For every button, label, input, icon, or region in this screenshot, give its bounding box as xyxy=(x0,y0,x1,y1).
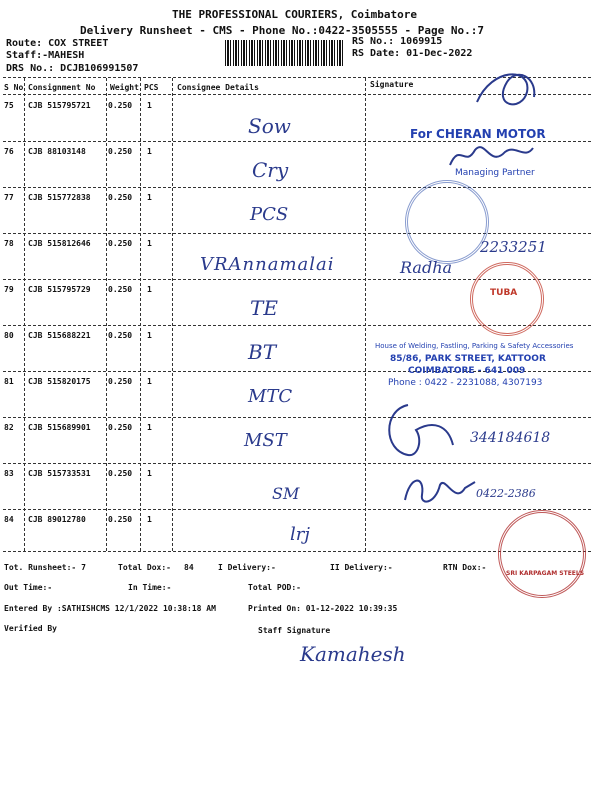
sig-phone: 2233251 xyxy=(480,238,547,256)
row-weight: 0.250 xyxy=(108,285,133,294)
row-consignment: CJB 515689901 xyxy=(28,423,91,432)
steels-stamp-icon xyxy=(498,510,586,598)
verified-by: Verified By xyxy=(4,624,57,633)
ii-delivery: II Delivery:- xyxy=(330,563,393,572)
row-sno: 83 xyxy=(4,469,14,478)
row-weight: 0.250 xyxy=(108,147,133,156)
row-pcs: 1 xyxy=(147,515,152,524)
staff-signature: Kamahesh xyxy=(300,642,406,666)
row-sno: 79 xyxy=(4,285,14,294)
row-sno: 82 xyxy=(4,423,14,432)
col-divider xyxy=(24,78,25,551)
shop-stamp-line2: 85/86, PARK STREET, KATTOOR xyxy=(390,354,546,364)
sig-name: Radha xyxy=(400,258,453,277)
runsheet-subtitle: Delivery Runsheet - CMS - Phone No.:0422-3505555 - Page No.:7 xyxy=(80,24,484,37)
row-consignee: MST xyxy=(244,430,287,451)
row-weight: 0.250 xyxy=(108,239,133,248)
col-divider xyxy=(140,78,141,551)
row-pcs: 1 xyxy=(147,377,152,386)
row-consignment: CJB 515772838 xyxy=(28,193,91,202)
col-consignee: Consignee Details xyxy=(177,83,259,92)
row-consignment: CJB 515820175 xyxy=(28,377,91,386)
row-weight: 0.250 xyxy=(108,377,133,386)
row-consignee: BT xyxy=(248,340,277,364)
barcode xyxy=(225,40,345,66)
row-sno: 81 xyxy=(4,377,14,386)
col-signature: Signature xyxy=(370,80,414,89)
signature-scribble-icon xyxy=(400,470,480,510)
shop-stamp-phone: Phone : 0422 - 2231088, 4307193 xyxy=(388,378,543,388)
row-consignee: PCS xyxy=(250,204,289,225)
row-consignment: CJB 515795729 xyxy=(28,285,91,294)
row-pcs: 1 xyxy=(147,331,152,340)
col-consignment: Consignment No xyxy=(28,83,96,92)
row-sno: 76 xyxy=(4,147,14,156)
sig-phone: 0422-2386 xyxy=(476,487,536,500)
row-consignment: CJB 515733531 xyxy=(28,469,91,478)
row-rule xyxy=(3,233,591,234)
signature-scribble-icon xyxy=(472,62,542,114)
row-sno: 84 xyxy=(4,515,14,524)
row-rule xyxy=(3,187,591,188)
steels-stamp-text: SRI KARPAGAM STEELS xyxy=(506,570,585,577)
col-divider xyxy=(172,78,173,551)
company-title: THE PROFESSIONAL COURIERS, Coimbatore xyxy=(172,8,418,21)
i-delivery: I Delivery:- xyxy=(218,563,276,572)
signature-scribble-icon xyxy=(445,140,535,170)
col-pcs: PCS xyxy=(144,83,159,92)
partner-stamp: Managing Partner xyxy=(455,168,535,178)
sig-phone: 344184618 xyxy=(470,430,551,446)
row-consignee: Sow xyxy=(248,114,291,138)
printed-on: Printed On: 01-12-2022 10:39:35 xyxy=(248,604,398,613)
col-sno: S No xyxy=(4,83,24,92)
row-pcs: 1 xyxy=(147,423,152,432)
row-consignee: SM xyxy=(272,484,300,503)
col-weight: Weight xyxy=(110,83,139,92)
row-weight: 0.250 xyxy=(108,331,133,340)
rs-number: RS No.: 1069915 xyxy=(352,36,443,47)
row-pcs: 1 xyxy=(147,239,152,248)
row-consignee: MTC xyxy=(248,386,293,407)
row-consignment: CJB 89012780 xyxy=(28,515,86,524)
row-consignee: lrj xyxy=(290,524,310,545)
signature-scribble-icon xyxy=(378,400,458,460)
in-time: In Time:- xyxy=(128,583,172,592)
out-time: Out Time:- xyxy=(4,583,53,592)
row-sno: 77 xyxy=(4,193,14,202)
row-consignment: CJB 88103148 xyxy=(28,147,86,156)
row-consignee: VRAnnamalai xyxy=(200,254,335,275)
route-label: Route: COX STREET xyxy=(6,38,109,49)
row-pcs: 1 xyxy=(147,193,152,202)
shop-stamp-line3: COIMBATORE - 641 009 xyxy=(408,366,526,376)
tuba-stamp-icon xyxy=(470,262,544,336)
row-weight: 0.250 xyxy=(108,423,133,432)
staff-signature-label: Staff Signature xyxy=(258,626,331,635)
row-weight: 0.250 xyxy=(108,193,133,202)
row-sno: 80 xyxy=(4,331,14,340)
drs-number: DRS No.: DCJB106991507 xyxy=(6,63,139,74)
total-runsheet: Tot. Runsheet:- 7 xyxy=(4,563,86,572)
row-consignee: TE xyxy=(250,296,278,320)
row-consignment: CJB 515812646 xyxy=(28,239,91,248)
tuba-stamp-text: TUBA xyxy=(490,288,518,298)
row-sno: 75 xyxy=(4,101,14,110)
row-weight: 0.250 xyxy=(108,515,133,524)
rtn-dox: RTN Dox:- xyxy=(443,563,487,572)
row-sno: 78 xyxy=(4,239,14,248)
total-pod: Total POD:- xyxy=(248,583,301,592)
row-weight: 0.250 xyxy=(108,469,133,478)
col-divider xyxy=(106,78,107,551)
total-dox-label: Total Dox:- xyxy=(118,563,171,572)
row-rule xyxy=(3,509,591,510)
row-weight: 0.250 xyxy=(108,101,133,110)
row-rule xyxy=(3,463,591,464)
round-stamp-icon xyxy=(405,180,489,264)
row-consignment: CJB 515795721 xyxy=(28,101,91,110)
row-pcs: 1 xyxy=(147,285,152,294)
staff-label: Staff:-MAHESH xyxy=(6,50,85,61)
total-dox-value: 84 xyxy=(184,563,194,572)
row-consignment: CJB 515688221 xyxy=(28,331,91,340)
row-rule xyxy=(3,417,591,418)
col-divider xyxy=(365,78,366,551)
row-pcs: 1 xyxy=(147,101,152,110)
row-pcs: 1 xyxy=(147,147,152,156)
row-consignee: Cry xyxy=(252,158,289,182)
entered-by: Entered By :SATHISHCMS 12/1/2022 10:38:18 AM xyxy=(4,604,216,613)
row-pcs: 1 xyxy=(147,469,152,478)
shop-stamp-line1: House of Welding, Fastling, Parking & Safety Accessories xyxy=(375,342,574,350)
cheran-stamp: For CHERAN MOTOR xyxy=(410,127,546,141)
rs-date: RS Date: 01-Dec-2022 xyxy=(352,48,473,59)
